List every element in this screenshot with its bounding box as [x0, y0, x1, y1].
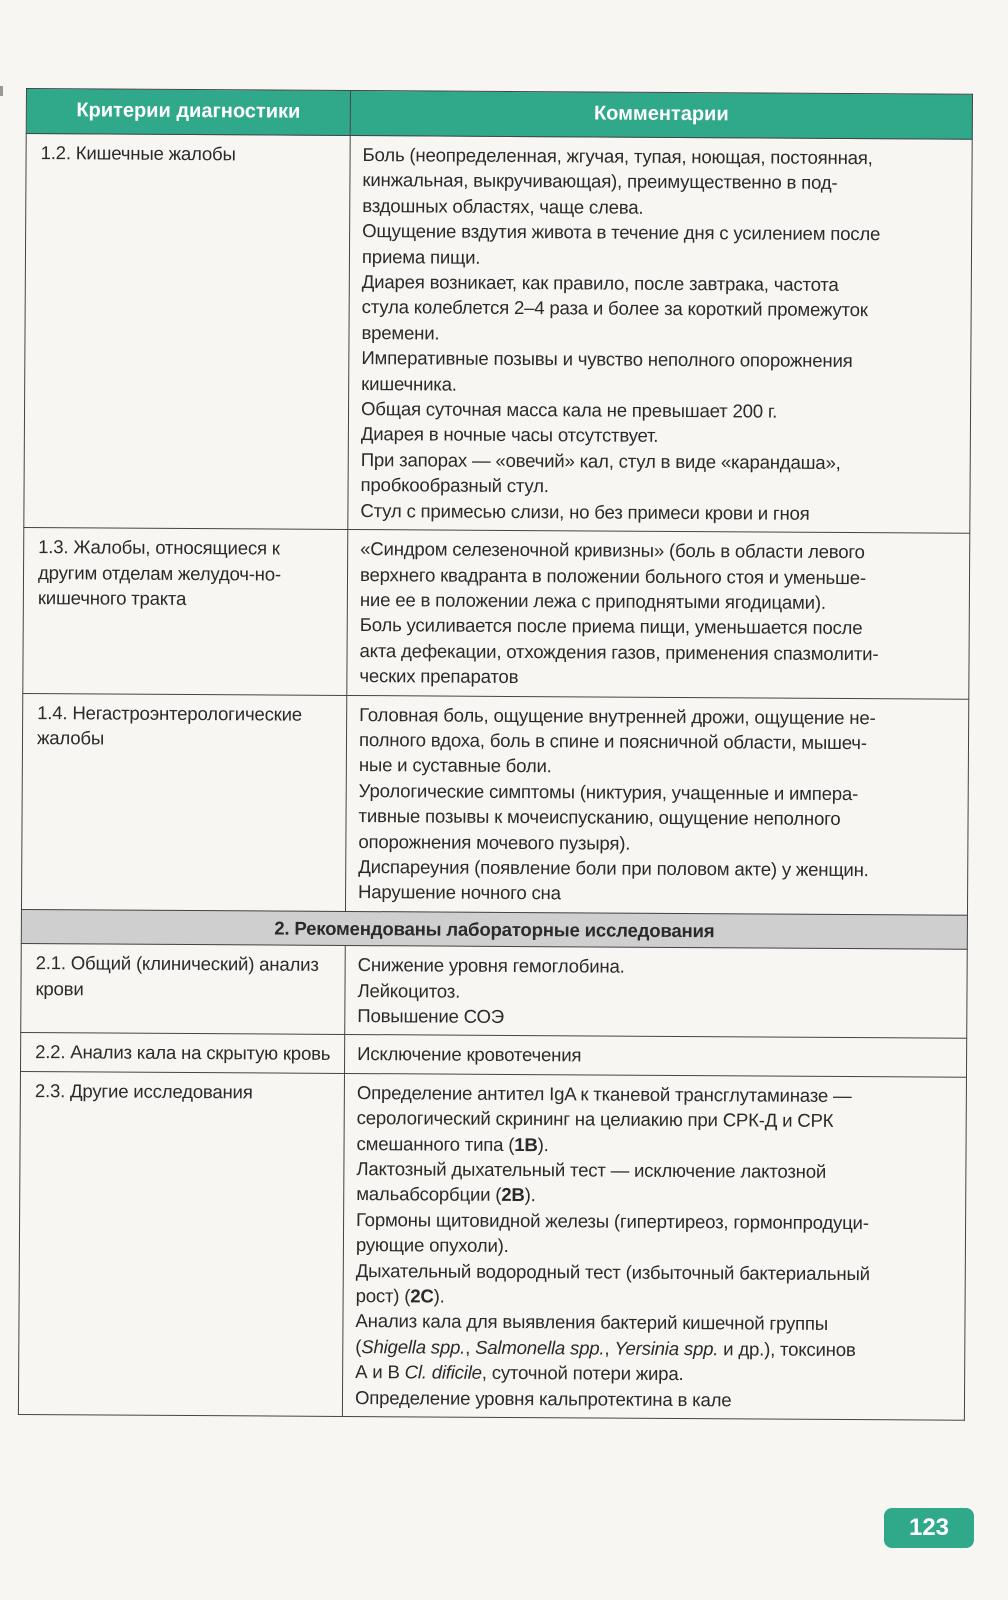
comment-line [356, 1232, 953, 1261]
comment-text: Ощущение вздутия живота в течение дня с усилением после [362, 220, 881, 245]
complaints-group [21, 134, 972, 916]
comment-line [355, 1334, 952, 1363]
comment-line [360, 536, 957, 565]
comment-text: Исключение кровотечения [357, 1043, 582, 1066]
comment-text: Головная боль, ощущение внутренней дрожи, ощущение не- [359, 703, 876, 728]
species-name: Salmonella spp. [475, 1336, 605, 1359]
comment-line [356, 1283, 953, 1312]
comment-text: А и В [355, 1361, 405, 1383]
comment-text: Общая суточная масса кала не превышает 200 г. [360, 398, 778, 422]
comment-text: Определение уровня кальпротектина в кале [354, 1386, 732, 1411]
comment-text: кишечника. [361, 372, 457, 395]
comment-text: , [604, 1337, 615, 1359]
comment-text: Снижение уровня гемоглобина. [357, 954, 625, 977]
page-number: 123 [884, 1508, 974, 1548]
comment-line [362, 244, 959, 273]
criteria-cell: 2.1. Общий (клинический) анализ крови [21, 944, 346, 1035]
comment-line [358, 829, 955, 858]
comment-text: , [465, 1336, 476, 1358]
comment-text: смешанного типа ( [356, 1132, 515, 1155]
comment-text: опорожнения мочевого пузыря). [358, 830, 631, 854]
comment-line [362, 294, 959, 323]
comment-text: стула колеблется 2–4 раза и более за короткий промежуток [361, 296, 868, 321]
comment-text: , суточной потери жира. [481, 1362, 684, 1385]
evidence-grade: 2С [410, 1285, 434, 1307]
comment-text: ( [355, 1335, 362, 1357]
comment-line [361, 447, 958, 476]
comment-text: и др.), токсинов [718, 1338, 856, 1360]
criteria-cell: 1.4. Негастроэнтерологические жалобы [21, 693, 346, 911]
comment-cell [347, 530, 970, 699]
comment-cell [342, 1073, 966, 1420]
section-row [21, 909, 967, 949]
comment-text: Гормоны щитовидной железы (гипертиреоз, гормонпродуци- [356, 1208, 869, 1234]
species-name: Cl. dificile [404, 1361, 482, 1384]
comment-text: кинжальная, выкручивающая), преимущественно в под- [362, 169, 838, 194]
criteria-cell: 2.3. Другие исследования [18, 1071, 344, 1416]
comment-text: Боль усиливается после приема пищи, уменьшается после [359, 614, 863, 639]
comment-line [357, 1105, 954, 1134]
header-criteria: Критерии диагностики [26, 89, 350, 136]
scan-mark [0, 86, 3, 96]
comment-text: Лактозный дыхательный тест — исключение лактозной [356, 1158, 827, 1182]
criteria-cell: 2.2. Анализ кала на скрытую кровь [20, 1033, 344, 1073]
header-comments: Комментарии [350, 90, 972, 139]
comment-line [358, 803, 955, 832]
comment-line [359, 638, 956, 667]
comment-line [361, 472, 958, 501]
comment-line [356, 1156, 953, 1185]
comment-text: Императивные позывы и чувство неполного опорожнения [361, 347, 853, 372]
comment-line [361, 396, 958, 425]
comment-text: «Синдром селезеночной кривизны» (боль в области левого [360, 538, 865, 563]
comment-line [360, 498, 957, 527]
comment-line [359, 702, 956, 731]
species-name: Yersinia spp. [614, 1337, 719, 1360]
comment-line [359, 663, 956, 692]
comment-line [362, 218, 959, 247]
table-row [18, 1071, 966, 1420]
diagnostics-table [18, 88, 973, 1421]
evidence-grade: 2В [501, 1184, 525, 1206]
section-title: 2. Рекомендованы лабораторные исследования [21, 909, 967, 949]
comment-line [358, 879, 955, 908]
comment-line [359, 778, 956, 807]
comment-text: рующие опухоли). [355, 1234, 509, 1257]
table-row [21, 944, 968, 1039]
comment-line [357, 1003, 954, 1032]
comment-line [356, 1181, 953, 1210]
comment-line [359, 727, 956, 756]
comment-text: Определение антител IgA к тканевой трансглутаминазе — [356, 1081, 852, 1106]
comment-line [356, 1258, 953, 1287]
comment-text: Повышение СОЭ [357, 1005, 505, 1027]
comment-cell [345, 946, 968, 1039]
comment-text: Дыхательный водородный тест (избыточный бактериальный [355, 1259, 870, 1284]
comment-text: Урологические симптомы (никтурия, учащенные и импера- [358, 779, 859, 804]
table-header-row [26, 89, 972, 140]
comment-line [355, 1309, 952, 1338]
comment-text: акта дефекации, отхождения газов, применения спазмолити- [359, 639, 879, 664]
comment-text: вздошных областях, чаще слева. [362, 194, 644, 218]
comment-line [358, 952, 955, 981]
comment-line [362, 167, 959, 196]
comment-line [358, 854, 955, 883]
table-row [23, 528, 970, 699]
comment-text: ческих препаратов [359, 665, 519, 688]
comment-line [360, 587, 957, 616]
comment-text: рост) ( [355, 1285, 411, 1307]
comment-text: Диарея возникает, как правило, после завтрака, частота [361, 271, 839, 295]
table-row [24, 134, 972, 534]
comment-text: Нарушение ночного сна [358, 881, 561, 904]
comment-line [357, 1041, 954, 1070]
comment-text: ные и суставные боли. [358, 754, 552, 777]
comment-text: ние ее в положении лежа с приподнятыми ягодицами). [359, 588, 826, 613]
comment-text: мальабсорбции ( [356, 1183, 502, 1206]
comment-line [361, 320, 958, 349]
comment-line [357, 978, 954, 1007]
comment-line [357, 1080, 954, 1109]
comment-line [361, 422, 958, 451]
species-name: Shigella spp. [361, 1335, 466, 1358]
comment-text: ). [524, 1184, 536, 1206]
comment-line [363, 142, 960, 171]
comment-line [355, 1359, 952, 1388]
comment-text: серологический скрининг на целиакию при СРК-Д и СРК [356, 1107, 834, 1132]
comment-text: тивные позывы к мочеиспусканию, ощущение неполного [358, 805, 841, 830]
comment-text: Стул с примесью слизи, но без примеси крови и гноя [360, 499, 810, 524]
comment-cell [348, 135, 972, 533]
table-row [21, 693, 968, 915]
comment-text: приема пищи. [361, 245, 481, 268]
comment-line [360, 612, 957, 641]
criteria-cell: 1.2. Кишечные жалобы [24, 134, 350, 530]
comment-text: Боль (неопределенная, жгучая, тупая, ноющая, постоянная, [362, 144, 873, 169]
comment-text: Лейкоцитоз. [357, 979, 461, 1002]
criteria-cell: 1.3. Жалобы, относящиеся к другим отделам желудоч-но-кишечного тракта [23, 528, 348, 695]
comment-text: времени. [361, 321, 440, 344]
comment-cell [344, 1035, 966, 1077]
comment-line [360, 562, 957, 591]
comment-text: полного вдоха, боль в спине и поясничной области, мышеч- [358, 728, 867, 754]
comment-text: пробкообразный стул. [360, 474, 549, 497]
evidence-grade: 1В [514, 1133, 538, 1155]
comment-line [355, 1385, 952, 1414]
comment-text: Анализ кала для выявления бактерий кишечной группы [355, 1310, 829, 1335]
comment-line [359, 752, 956, 781]
comment-text: Диарея в ночные часы отсутствует. [360, 423, 659, 447]
comment-line [361, 345, 958, 374]
comment-text: ). [537, 1133, 549, 1155]
comment-text: верхнего квадранта в положении больного стоя и уменьше- [359, 563, 866, 588]
lab-tests-group [18, 944, 967, 1421]
table-row [20, 1033, 966, 1077]
comment-line [362, 269, 959, 298]
comment-text: ). [433, 1285, 445, 1307]
comment-line [356, 1207, 953, 1236]
comment-line [361, 371, 958, 400]
comment-text: Диспареуния (появление боли при половом акте) у женщин. [358, 856, 869, 881]
comment-line [362, 193, 959, 222]
comment-text: При запорах — «овечий» кал, стул в виде «карандаша», [360, 448, 841, 473]
comment-cell [345, 695, 968, 915]
comment-line [356, 1131, 953, 1160]
